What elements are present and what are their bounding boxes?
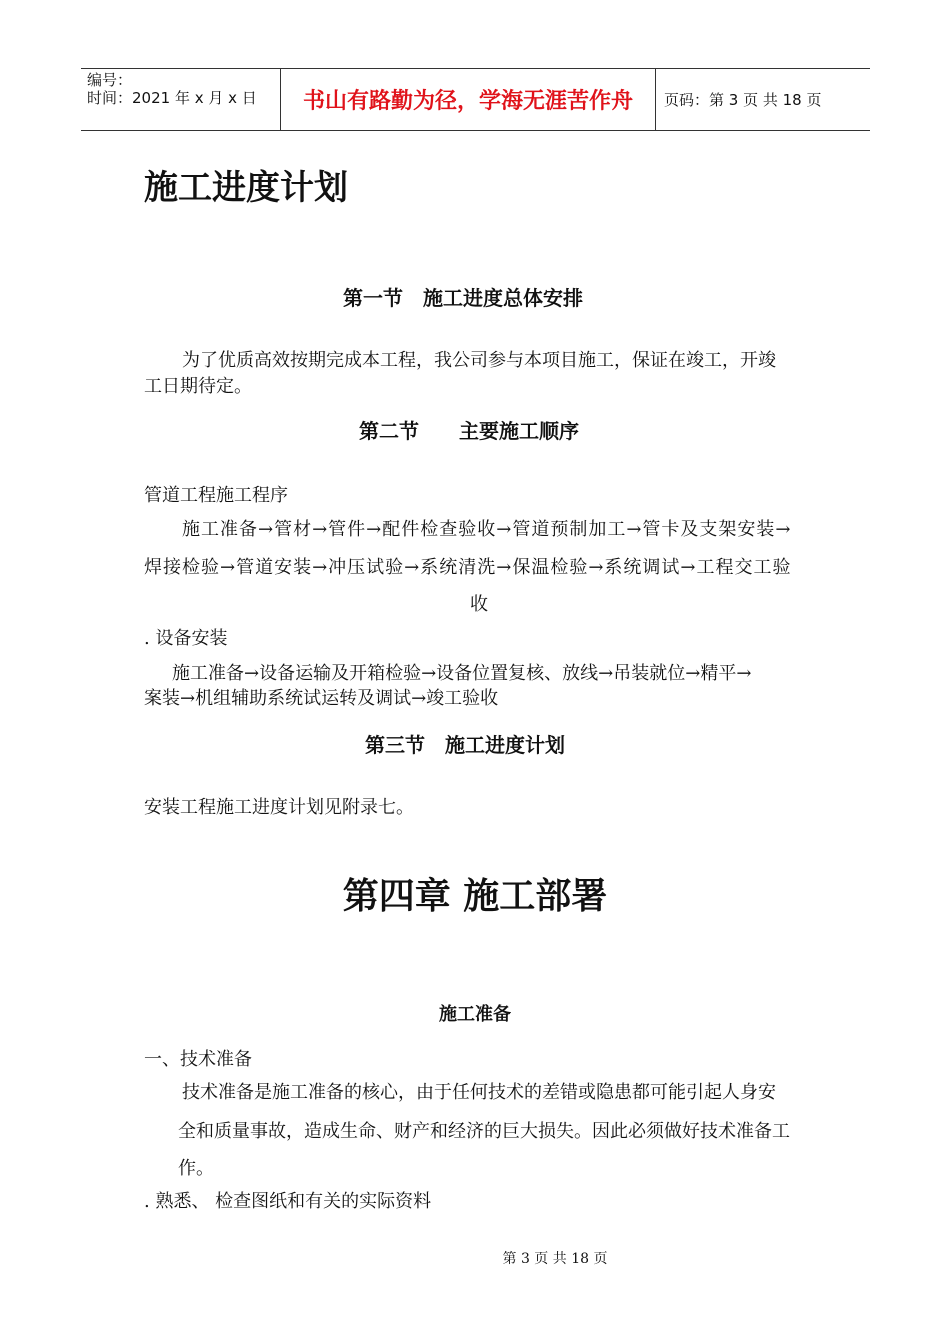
page-footer: 第 3 页 共 18 页 bbox=[502, 1251, 608, 1267]
tech-title: 一、技术准备 bbox=[144, 1049, 252, 1070]
chapter-title: 第四章 施工部署 bbox=[342, 876, 608, 917]
tech-item1: . 熟悉、 检查图纸和有关的实际资料 bbox=[144, 1191, 432, 1212]
section3-para: 安装工程施工进度计划见附录七。 bbox=[144, 797, 414, 818]
pipe-line3: 收 bbox=[470, 594, 488, 615]
time-label: 时间：2021 年 x 月 x 日 bbox=[87, 89, 257, 107]
equip-line1: 施工准备→设备运输及开箱检验→设备位置复核、放线→吊装就位→精平→ bbox=[172, 663, 752, 684]
number-label: 编号： bbox=[87, 71, 133, 89]
section1-para-line1: 为了优质高效按期完成本工程，我公司参与本项目施工，保证在竣工，开竣 bbox=[182, 350, 776, 371]
tech-line2: 全和质量事故，造成生命、财产和经济的巨大损失。因此必须做好技术准备工 bbox=[178, 1121, 790, 1142]
section1-heading: 第一节 施工进度总体安排 bbox=[343, 286, 583, 310]
page-header bbox=[81, 68, 870, 131]
subheading: 施工准备 bbox=[439, 1004, 511, 1025]
pipe-line1: 施工准备→管材→管件→配件检查验收→管道预制加工→管卡及支架安装→ bbox=[182, 519, 792, 540]
tech-line1: 技术准备是施工准备的核心，由于任何技术的差错或隐患都可能引起人身安 bbox=[182, 1082, 776, 1103]
pipe-line2: 焊接检验→管道安装→冲压试验→系统清洗→保温检验→系统调试→工程交工验 bbox=[144, 557, 792, 578]
header-meta bbox=[81, 69, 281, 130]
section2-heading: 第二节 主要施工顺序 bbox=[359, 419, 579, 443]
section3-heading: 第三节 施工进度计划 bbox=[365, 733, 565, 757]
document-title: 施工进度计划 bbox=[144, 168, 348, 208]
tech-line3: 作。 bbox=[178, 1158, 214, 1179]
header-motto: 书山有路勤为径，学海无涯苦作舟 bbox=[281, 69, 656, 130]
header-page-info: 页码：第 3 页 共 18 页 bbox=[664, 91, 822, 109]
section1-para-line2: 工日期待定。 bbox=[144, 376, 252, 397]
pipe-title: 管道工程施工程序 bbox=[144, 485, 288, 506]
equip-line2: 案装→机组辅助系统试运转及调试→竣工验收 bbox=[144, 688, 499, 709]
equip-title: . 设备安装 bbox=[144, 628, 228, 649]
